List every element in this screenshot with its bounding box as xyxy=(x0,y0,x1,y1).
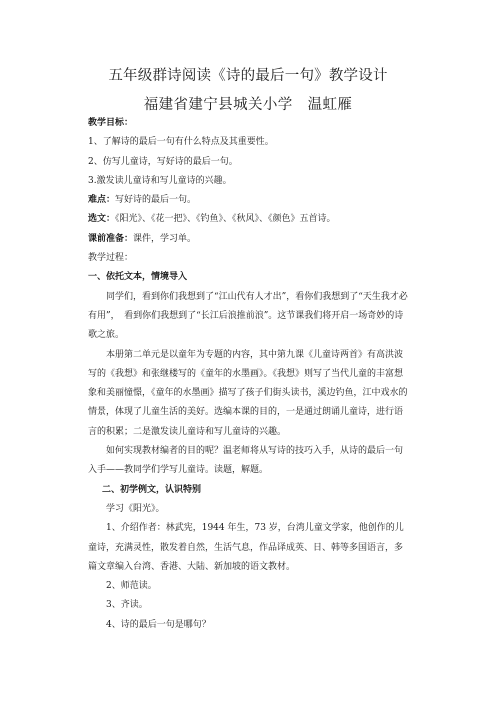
process-heading: 教学过程： xyxy=(88,253,134,264)
author-line: 福建省建宁县城关小学 温虹雁 xyxy=(143,97,353,113)
section2-item: 学习《阳光》。 xyxy=(106,503,165,514)
difficulty-text: 写好诗的最后一句。 xyxy=(115,195,197,206)
section2-item: 1、介绍作者：林武宪，1944 年生，73 岁，台湾儿童文学家，他创作的儿童诗，充满灵性，散发着自然，生活气息，作品译成英、日、韩等多国语言，多篇文章编入台湾、香港、大陆、新加坡的语文教材。 xyxy=(88,523,404,572)
prep-line xyxy=(88,230,408,249)
section2-item: 3、齐读。 xyxy=(106,600,148,611)
texts-line xyxy=(88,210,408,229)
prep-label: 课前准备： xyxy=(88,233,134,244)
difficulty-line xyxy=(88,191,408,210)
difficulty-label: 难点： xyxy=(88,195,116,206)
texts-label: 选文： xyxy=(88,214,116,225)
section1-heading: 一、依托文本，情境导入 xyxy=(88,272,188,283)
texts-text: 《阳光》、《花一把》、《钓鱼》、《秋风》、《颜色》五首诗。 xyxy=(115,214,336,225)
goal-item: 2、仿写儿童诗，写好诗的最后一句。 xyxy=(88,156,238,167)
section2-heading: 二、初学例文，认识特别 xyxy=(102,484,202,495)
document-title: 五年级群诗阅读《诗的最后一句》教学设计 xyxy=(108,68,388,84)
section2-item: 4、诗的最后一句是哪句？ xyxy=(106,619,211,630)
prep-text: 课件，学习单。 xyxy=(133,233,197,244)
document-body xyxy=(88,114,408,635)
goal-item: 1、了解诗的最后一句有什么特点及其重要性。 xyxy=(88,137,274,148)
section1-paragraph: 本册第二单元是以童年为专题的内容，其中第九课《儿童诗两首》有高洪波写的《我想》和张继楼写的《童年的水墨画》。《我想》则写了当代儿童的丰富想象和美丽憧憬，《童年的水墨画》描写了孩子们街头读书，溪边钓鱼，江中戏水的情景，体现了儿童生活的美好。选编本课的目的，一是通过朗诵儿童诗，进行语言的积累；二是激发读儿童诗和写儿童诗的兴趣。 xyxy=(88,349,408,437)
goal-item: 3.激发读儿童诗和写儿童诗的兴趣。 xyxy=(88,175,232,186)
section2-item: 2、师范读。 xyxy=(106,581,157,592)
goals-heading: 教学目标： xyxy=(88,118,134,128)
section1-paragraph: 如何实现教材编者的目的呢？温老师将从写诗的技巧入手，从诗的最后一句入手——教同学们学写儿童诗。读题，解题。 xyxy=(88,446,404,476)
section1-paragraph: 同学们，看到你们我想到了“江山代有人才出”，看你们我想到了“天生我才必有用”， 看到你们我想到了“长江后浪推前浪”。这节课我们将开启一场奇妙的诗歌之旅。 xyxy=(88,291,408,341)
